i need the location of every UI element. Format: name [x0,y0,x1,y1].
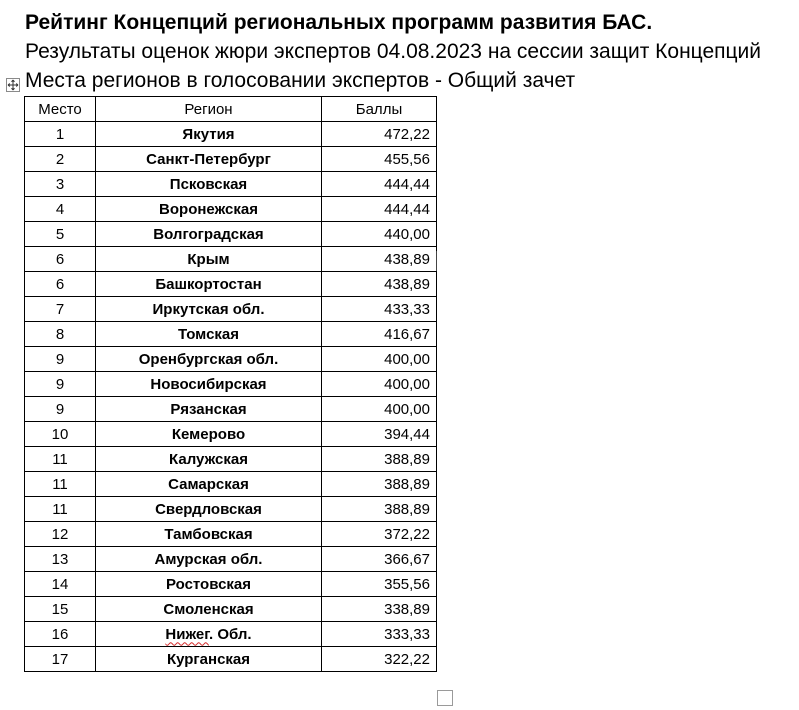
table-row [25,322,437,347]
table-row [25,422,437,447]
region-cell: Калужская [96,447,322,472]
place-cell: 12 [25,522,96,547]
header-region: Регион [96,97,322,122]
region-cell: Свердловская [96,497,322,522]
place-cell: 9 [25,347,96,372]
score-cell: 388,89 [322,447,437,472]
document-subtitle: Результаты оценок жюри экспертов 04.08.2023 на сессии защит Концепций [25,40,762,63]
score-cell: 355,56 [322,572,437,597]
score-cell: 372,22 [322,522,437,547]
table-row [25,372,437,397]
table-row [25,172,437,197]
score-cell: 444,44 [322,172,437,197]
region-cell: Томская [96,322,322,347]
table-row [25,472,437,497]
score-cell: 455,56 [322,147,437,172]
region-cell-suffix: . Обл. [209,625,252,643]
move-arrows-icon[interactable] [6,78,20,92]
score-cell: 400,00 [322,397,437,422]
score-cell: 388,89 [322,472,437,497]
table-row [25,247,437,272]
place-cell: 13 [25,547,96,572]
score-cell: 388,89 [322,497,437,522]
table-row [25,397,437,422]
score-cell: 438,89 [322,272,437,297]
resize-handle-icon[interactable] [437,690,453,706]
place-cell: 1 [25,122,96,147]
region-cell: Санкт-Петербург [96,147,322,172]
score-cell: 366,67 [322,547,437,572]
text-cursor [436,251,437,271]
region-cell: Кемерово [96,422,322,447]
score-cell: 394,44 [322,422,437,447]
table-row [25,347,437,372]
table-row [25,522,437,547]
table-row [25,597,437,622]
score-cell: 333,33 [322,622,437,647]
region-cell: Башкортостан [96,272,322,297]
region-cell: Ростовская [96,572,322,597]
spellcheck-word: Нижег [165,625,209,643]
table-row [25,197,437,222]
place-cell: 2 [25,147,96,172]
score-cell: 400,00 [322,372,437,397]
place-cell: 8 [25,322,96,347]
place-cell: 4 [25,197,96,222]
region-cell: Крым [96,247,322,272]
place-cell: 16 [25,622,96,647]
score-cell: 438,89 [322,247,437,272]
place-cell: 15 [25,597,96,622]
region-cell: Рязанская [96,397,322,422]
table-row [25,622,437,647]
place-cell: 11 [25,497,96,522]
place-cell: 6 [25,272,96,297]
table-header-row [25,97,437,122]
place-cell: 14 [25,572,96,597]
region-cell: Иркутская обл. [96,297,322,322]
region-cell: Псковская [96,172,322,197]
document-title: Рейтинг Концепций региональных программ развития БАС. [25,11,653,34]
table-row [25,147,437,172]
score-cell: 472,22 [322,122,437,147]
score-cell: 400,00 [322,347,437,372]
header-score: Баллы [322,97,437,122]
region-cell: Курганская [96,647,322,672]
table-row [25,297,437,322]
score-cell: 444,44 [322,197,437,222]
place-cell: 7 [25,297,96,322]
place-cell: 9 [25,372,96,397]
table-row [25,647,437,672]
table-row [25,447,437,472]
score-cell: 433,33 [322,297,437,322]
score-cell: 338,89 [322,597,437,622]
header-place: Место [25,97,96,122]
place-cell: 9 [25,397,96,422]
place-cell: 17 [25,647,96,672]
place-cell: 3 [25,172,96,197]
place-cell: 10 [25,422,96,447]
place-cell: 5 [25,222,96,247]
table-row [25,547,437,572]
score-cell: 440,00 [322,222,437,247]
place-cell: 11 [25,472,96,497]
region-cell: Самарская [96,472,322,497]
rating-table [24,96,437,672]
score-cell: 416,67 [322,322,437,347]
region-cell: Новосибирская [96,372,322,397]
table-row [25,272,437,297]
table-row [25,572,437,597]
score-cell: 322,22 [322,647,437,672]
region-cell: Тамбовская [96,522,322,547]
region-cell: Амурская обл. [96,547,322,572]
region-cell [96,622,322,647]
place-cell: 6 [25,247,96,272]
region-cell: Якутия [96,122,322,147]
place-cell: 11 [25,447,96,472]
region-cell: Смоленская [96,597,322,622]
table-row [25,222,437,247]
table-heading: Места регионов в голосовании экспертов - Общий зачет [25,69,576,92]
region-cell: Волгоградская [96,222,322,247]
table-row [25,497,437,522]
region-cell: Оренбургская обл. [96,347,322,372]
region-cell: Воронежская [96,197,322,222]
table-row [25,122,437,147]
